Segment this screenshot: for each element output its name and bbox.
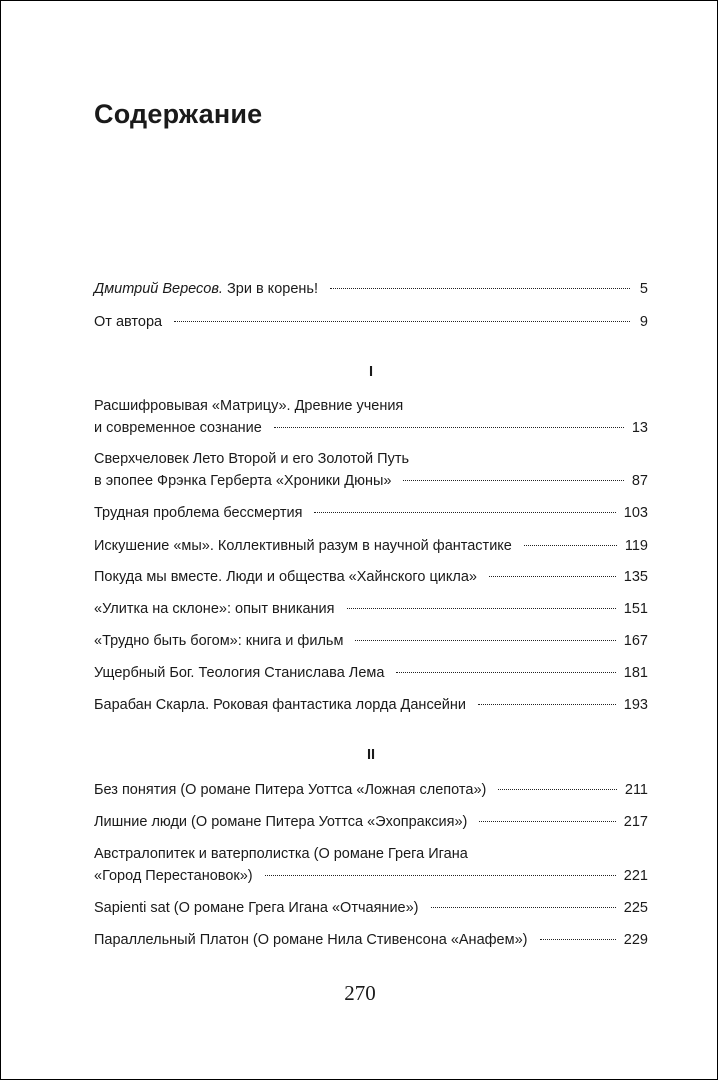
entry-page-number: 211 [624,782,648,798]
entry-page-number: 193 [623,697,648,713]
toc-entry[interactable] [94,502,648,524]
entry-title: «Улитка на склоне»: опыт вникания [94,601,335,617]
entry-page-number: 87 [631,473,648,489]
toc-entry[interactable] [94,843,648,887]
toc-entry[interactable] [94,448,648,492]
toc-entry[interactable] [94,662,648,684]
dot-leader [479,820,615,822]
page-title: Содержание [94,99,263,129]
entry-page-number: 225 [623,900,648,916]
toc-entry[interactable] [94,929,648,951]
entry-page-number: 119 [624,538,648,554]
dot-leader [431,906,616,908]
entry-title: Трудная проблема бессмертия [94,505,303,521]
entry-title: Лишние люди (О романе Питера Уоттса «Эхопраксия») [94,814,468,830]
entry-page-number: 103 [623,505,648,521]
entry-title: Параллельный Платон (О романе Нила Стивенсона «Анафем») [94,932,528,948]
entry-page-number: 135 [623,569,648,585]
toc-entry[interactable] [94,535,648,557]
entry-title: Барабан Скарла. Роковая фантастика лорда Дансейни [94,697,466,713]
toc-entry[interactable] [94,897,648,919]
dot-leader [498,788,617,790]
entry-title: «Трудно быть богом»: книга и фильм [94,633,344,649]
entry-title: От автора [94,314,163,330]
toc-entry[interactable] [94,395,648,439]
entry-page-number: 221 [623,868,648,884]
dot-leader [478,703,616,705]
entry-page-number: 229 [623,932,648,948]
dot-leader [274,426,624,428]
entry-title: «Город Перестановок») [94,868,253,884]
dot-leader [347,607,616,609]
toc-entry[interactable] [94,779,648,801]
entry-title: Sapienti sat (О романе Грега Игана «Отчаяние») [94,900,419,916]
toc-entry[interactable] [94,566,648,588]
entry-page-number: 167 [623,633,648,649]
dot-leader [330,287,630,289]
entry-title: в эпопее Фрэнка Герберта «Хроники Дюны» [94,473,392,489]
toc-entry[interactable] [94,694,648,716]
entry-page-number: 181 [623,665,648,681]
dot-leader [540,938,616,940]
dot-leader [396,671,615,673]
entry-page-number: 5 [639,281,648,297]
toc-entry[interactable] [94,311,648,333]
dot-leader [355,639,615,641]
dot-leader [314,511,615,513]
entry-author: Дмитрий Вересов. [94,281,223,297]
dot-leader [174,320,630,322]
entry-title: Покуда мы вместе. Люди и общества «Хайнского цикла» [94,569,477,585]
toc-entry[interactable] [94,598,648,620]
entry-title: Без понятия (О романе Питера Уоттса «Ложная слепота») [94,782,487,798]
entry-title: Искушение «мы». Коллективный разум в научной фантастике [94,538,512,554]
entry-title: Ущербный Бог. Теология Станислава Лема [94,665,385,681]
dot-leader [489,575,616,577]
toc-entry[interactable] [94,811,648,833]
section-heading: II [366,747,376,763]
dot-leader [403,479,623,481]
dot-leader [524,544,617,546]
entry-title-line1: Австралопитек и ватерполистка (О романе Грега Игана [94,846,468,862]
entry-title: и современное сознание [94,420,262,436]
entry-page-number: 9 [639,314,648,330]
entry-page-number: 151 [623,601,648,617]
entry-title: Зри в корень! [227,281,318,297]
entry-title-line1: Сверхчеловек Лето Второй и его Золотой Путь [94,451,410,467]
section-heading: I [368,364,374,380]
page-number-footer: 270 [344,981,376,1005]
entry-page-number: 217 [623,814,648,830]
toc-entry[interactable] [94,278,648,300]
entry-title-line1: Расшифровывая «Матрицу». Древние учения [94,398,404,414]
dot-leader [265,874,616,876]
entry-page-number: 13 [631,420,648,436]
toc-entry[interactable] [94,630,648,652]
